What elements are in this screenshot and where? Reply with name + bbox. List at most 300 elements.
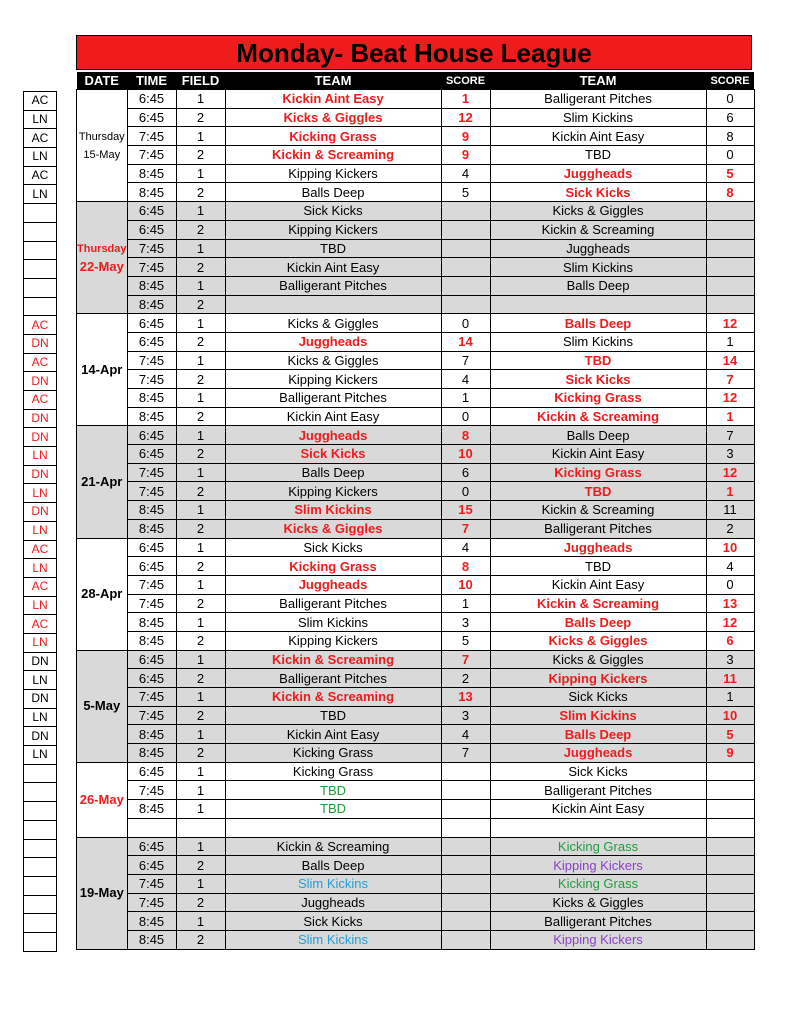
away-team: Kicks & Giggles [490,202,706,221]
home-team: TBD [225,800,441,819]
umpire-row [24,914,57,933]
away-score: 0 [706,146,754,165]
table-row [77,407,755,426]
game-time: 6:45 [127,90,176,109]
umpire-row [24,465,57,484]
table-row [77,127,755,146]
table-row [77,744,755,763]
home-score [441,930,490,949]
umpire-code: LN [24,110,57,129]
table-row [77,818,755,837]
away-team: Balligerant Pitches [490,90,706,109]
umpire-code: LN [24,671,57,690]
game-time: 6:45 [127,837,176,856]
game-field [176,818,225,837]
away-team: Balligerant Pitches [490,781,706,800]
home-score [441,912,490,931]
header-team-1: TEAM [225,72,441,90]
umpire-code: AC [24,391,57,410]
game-time: 7:45 [127,351,176,370]
away-team: Balls Deep [490,613,706,632]
umpire-code: LN [24,521,57,540]
game-time: 8:45 [127,407,176,426]
table-row [77,445,755,464]
game-field: 2 [176,146,225,165]
table-row [77,519,755,538]
week-date [77,202,128,314]
schedule-table [76,72,755,950]
game-field: 1 [176,239,225,258]
umpire-code: AC [24,316,57,335]
umpire-row [24,876,57,895]
game-field: 2 [176,930,225,949]
home-team: Balls Deep [225,183,441,202]
away-score: 3 [706,650,754,669]
home-score: 3 [441,706,490,725]
home-score [441,220,490,239]
umpire-row [24,820,57,839]
header-score-2: SCORE [706,72,754,90]
game-time: 7:45 [127,239,176,258]
game-time: 6:45 [127,762,176,781]
game-field: 2 [176,482,225,501]
game-field: 1 [176,501,225,520]
home-team: Kicking Grass [225,127,441,146]
game-field: 1 [176,463,225,482]
home-score: 4 [441,164,490,183]
away-score: 5 [706,164,754,183]
week-date [77,538,128,650]
week-date-line: 15-May [83,148,121,161]
away-score: 6 [706,631,754,650]
game-field: 1 [176,912,225,931]
umpire-code: AC [24,615,57,634]
game-time: 7:45 [127,781,176,800]
home-team: Balligerant Pitches [225,669,441,688]
header-date: DATE [77,72,128,90]
away-team: Slim Kickins [490,258,706,277]
table-row [77,575,755,594]
game-field: 2 [176,258,225,277]
week-date-line: 19-May [79,885,124,901]
umpire-row [24,334,57,353]
umpire-row [24,540,57,559]
umpire-code: LN [24,708,57,727]
away-team: Sick Kicks [490,183,706,202]
table-row [77,276,755,295]
home-team: Kickin Aint Easy [225,725,441,744]
umpire-row [24,391,57,410]
table-row [77,220,755,239]
game-field: 2 [176,407,225,426]
table-row [77,108,755,127]
umpire-row [24,110,57,129]
umpire-code: DN [24,409,57,428]
game-time: 8:45 [127,183,176,202]
game-time: 8:45 [127,744,176,763]
game-time: 6:45 [127,202,176,221]
home-team: Juggheads [225,332,441,351]
game-field: 2 [176,445,225,464]
umpire-row [24,92,57,111]
away-team: TBD [490,146,706,165]
table-row [77,725,755,744]
table-row [77,239,755,258]
home-score: 0 [441,407,490,426]
page-title: Monday- Beat House League [76,35,752,70]
table-row [77,183,755,202]
home-score [441,276,490,295]
home-score: 7 [441,744,490,763]
away-team: Kicking Grass [490,837,706,856]
away-score: 1 [706,407,754,426]
home-score: 2 [441,669,490,688]
game-field: 2 [176,295,225,314]
home-team: Balligerant Pitches [225,594,441,613]
home-team [225,295,441,314]
home-team: Balls Deep [225,856,441,875]
umpire-code: LN [24,633,57,652]
game-time: 6:45 [127,332,176,351]
week-date-line: 28-Apr [81,586,123,602]
umpire-row [24,802,57,821]
game-time: 8:45 [127,800,176,819]
table-row [77,631,755,650]
home-team: Kipping Kickers [225,482,441,501]
umpire-code: AC [24,166,57,185]
umpire-row [24,204,57,223]
away-team: Sick Kicks [490,762,706,781]
game-field: 1 [176,837,225,856]
away-score: 9 [706,744,754,763]
umpire-row [24,858,57,877]
table-row [77,874,755,893]
week-date-line: 21-Apr [81,473,123,489]
umpire-code [24,204,57,223]
home-team: Kipping Kickers [225,220,441,239]
home-team: Kickin Aint Easy [225,90,441,109]
umpire-row [24,372,57,391]
table-row [77,856,755,875]
umpire-code: DN [24,652,57,671]
home-score: 0 [441,314,490,333]
away-score [706,893,754,912]
game-time: 6:45 [127,426,176,445]
game-time: 6:45 [127,445,176,464]
away-score [706,762,754,781]
away-team: Kickin Aint Easy [490,800,706,819]
umpire-row [24,185,57,204]
away-team: Kickin Aint Easy [490,575,706,594]
table-row [77,164,755,183]
umpire-row [24,727,57,746]
umpire-row [24,708,57,727]
umpire-code: AC [24,540,57,559]
game-field: 1 [176,314,225,333]
umpire-code [24,783,57,802]
home-score: 7 [441,519,490,538]
home-team: Kicks & Giggles [225,108,441,127]
game-field: 2 [176,856,225,875]
home-score: 4 [441,725,490,744]
table-row [77,370,755,389]
umpire-code: LN [24,484,57,503]
table-row [77,538,755,557]
game-time: 7:45 [127,575,176,594]
umpire-code [24,260,57,279]
umpire-row [24,746,57,765]
game-time: 7:45 [127,370,176,389]
table-row [77,837,755,856]
week-date-line: Thursday [78,130,125,143]
home-team: Slim Kickins [225,930,441,949]
away-team: Kickin & Screaming [490,407,706,426]
away-team: Slim Kickins [490,706,706,725]
home-score [441,202,490,221]
game-time: 6:45 [127,557,176,576]
home-score [441,781,490,800]
table-row [77,332,755,351]
table-row [77,501,755,520]
table-row [77,463,755,482]
away-score: 12 [706,389,754,408]
umpire-code [24,802,57,821]
table-row [77,762,755,781]
home-score [441,295,490,314]
home-score: 1 [441,90,490,109]
home-score: 9 [441,146,490,165]
table-row [77,202,755,221]
home-team: Juggheads [225,575,441,594]
game-time: 8:45 [127,930,176,949]
away-team: Balls Deep [490,725,706,744]
away-team: Kipping Kickers [490,856,706,875]
away-score: 1 [706,688,754,707]
home-score: 1 [441,594,490,613]
umpire-code: DN [24,372,57,391]
umpire-code: DN [24,503,57,522]
umpire-row [24,577,57,596]
game-field: 2 [176,370,225,389]
umpire-row [24,671,57,690]
game-field: 1 [176,276,225,295]
away-team: Kipping Kickers [490,930,706,949]
home-team: Kickin & Screaming [225,688,441,707]
away-score [706,800,754,819]
game-time: 8:45 [127,912,176,931]
home-score: 6 [441,463,490,482]
game-field: 1 [176,389,225,408]
home-score: 1 [441,389,490,408]
week-date-line: 26-May [79,791,124,807]
home-score: 10 [441,575,490,594]
table-row [77,613,755,632]
home-score: 4 [441,538,490,557]
home-score: 8 [441,557,490,576]
game-time: 6:45 [127,220,176,239]
umpire-code [24,839,57,858]
game-time: 8:45 [127,631,176,650]
umpire-code [24,914,57,933]
away-team: Kickin & Screaming [490,220,706,239]
away-score [706,239,754,258]
away-team: Kicks & Giggles [490,631,706,650]
umpire-code: LN [24,596,57,615]
week-date [77,90,128,202]
umpire-code: AC [24,353,57,372]
away-score: 8 [706,183,754,202]
game-field: 2 [176,631,225,650]
home-score [441,818,490,837]
home-team: Kickin & Screaming [225,837,441,856]
away-score: 8 [706,127,754,146]
table-row [77,781,755,800]
away-score [706,856,754,875]
game-field: 2 [176,108,225,127]
game-field: 2 [176,332,225,351]
away-team: Balligerant Pitches [490,912,706,931]
game-time: 8:45 [127,164,176,183]
away-score [706,930,754,949]
umpire-row [24,428,57,447]
home-score: 3 [441,613,490,632]
away-score: 12 [706,314,754,333]
away-team: Slim Kickins [490,332,706,351]
table-row [77,557,755,576]
away-team: Sick Kicks [490,688,706,707]
umpire-row [24,559,57,578]
away-score: 12 [706,463,754,482]
header-row [77,72,755,90]
home-score: 10 [441,445,490,464]
home-score: 15 [441,501,490,520]
umpire-row [24,484,57,503]
away-team: Kicks & Giggles [490,893,706,912]
home-team: Kicking Grass [225,762,441,781]
away-score: 0 [706,575,754,594]
game-time: 7:45 [127,688,176,707]
umpire-row [24,241,57,260]
game-time: 8:45 [127,725,176,744]
away-team: Juggheads [490,744,706,763]
away-team: Balls Deep [490,314,706,333]
home-score [441,893,490,912]
umpire-row [24,932,57,951]
away-team: Kickin & Screaming [490,501,706,520]
game-field: 1 [176,164,225,183]
home-score: 0 [441,482,490,501]
umpire-code [24,222,57,241]
table-row [77,650,755,669]
away-team: Balls Deep [490,426,706,445]
away-score: 2 [706,519,754,538]
game-time: 8:45 [127,295,176,314]
week-date [77,762,128,837]
table-row [77,688,755,707]
header-score-1: SCORE [441,72,490,90]
game-field: 1 [176,650,225,669]
game-time: 7:45 [127,874,176,893]
umpire-column [23,91,57,952]
umpire-row [24,596,57,615]
home-team: Slim Kickins [225,613,441,632]
game-field: 1 [176,538,225,557]
away-team: Balls Deep [490,276,706,295]
table-row [77,482,755,501]
game-time: 6:45 [127,650,176,669]
umpire-row [24,764,57,783]
game-field: 2 [176,744,225,763]
away-score: 0 [706,90,754,109]
game-field: 1 [176,613,225,632]
away-score [706,220,754,239]
home-team: Kickin Aint Easy [225,258,441,277]
game-field: 1 [176,90,225,109]
home-score: 5 [441,631,490,650]
game-field: 2 [176,706,225,725]
game-time: 6:45 [127,108,176,127]
away-score: 11 [706,669,754,688]
table-row [77,426,755,445]
away-score: 4 [706,557,754,576]
away-score [706,295,754,314]
umpire-code: DN [24,465,57,484]
home-score: 7 [441,650,490,669]
week-date-line: Thursday [77,242,127,255]
game-field: 1 [176,725,225,744]
home-score: 5 [441,183,490,202]
umpire-row [24,129,57,148]
home-score [441,856,490,875]
umpire-row [24,447,57,466]
game-time: 7:45 [127,594,176,613]
away-score [706,781,754,800]
table-row [77,669,755,688]
game-field: 2 [176,519,225,538]
umpire-row [24,409,57,428]
game-field: 2 [176,893,225,912]
umpire-code [24,764,57,783]
umpire-code [24,876,57,895]
umpire-row [24,353,57,372]
umpire-row [24,895,57,914]
game-time: 6:45 [127,538,176,557]
away-score [706,912,754,931]
home-score [441,258,490,277]
home-team: Sick Kicks [225,538,441,557]
umpire-code: LN [24,746,57,765]
home-team: Juggheads [225,426,441,445]
week-date [77,650,128,762]
game-time: 8:45 [127,501,176,520]
home-team: TBD [225,239,441,258]
week-date-line: 22-May [79,258,124,274]
header-team-2: TEAM [490,72,706,90]
game-field: 1 [176,575,225,594]
away-score [706,818,754,837]
umpire-row [24,166,57,185]
week-date-line: 14-Apr [81,361,123,377]
home-team: Juggheads [225,893,441,912]
away-team: Sick Kicks [490,370,706,389]
away-score: 1 [706,482,754,501]
away-team: TBD [490,557,706,576]
home-team: Sick Kicks [225,445,441,464]
home-team: Kicking Grass [225,557,441,576]
home-team: Kicking Grass [225,744,441,763]
umpire-code [24,278,57,297]
home-score: 4 [441,370,490,389]
